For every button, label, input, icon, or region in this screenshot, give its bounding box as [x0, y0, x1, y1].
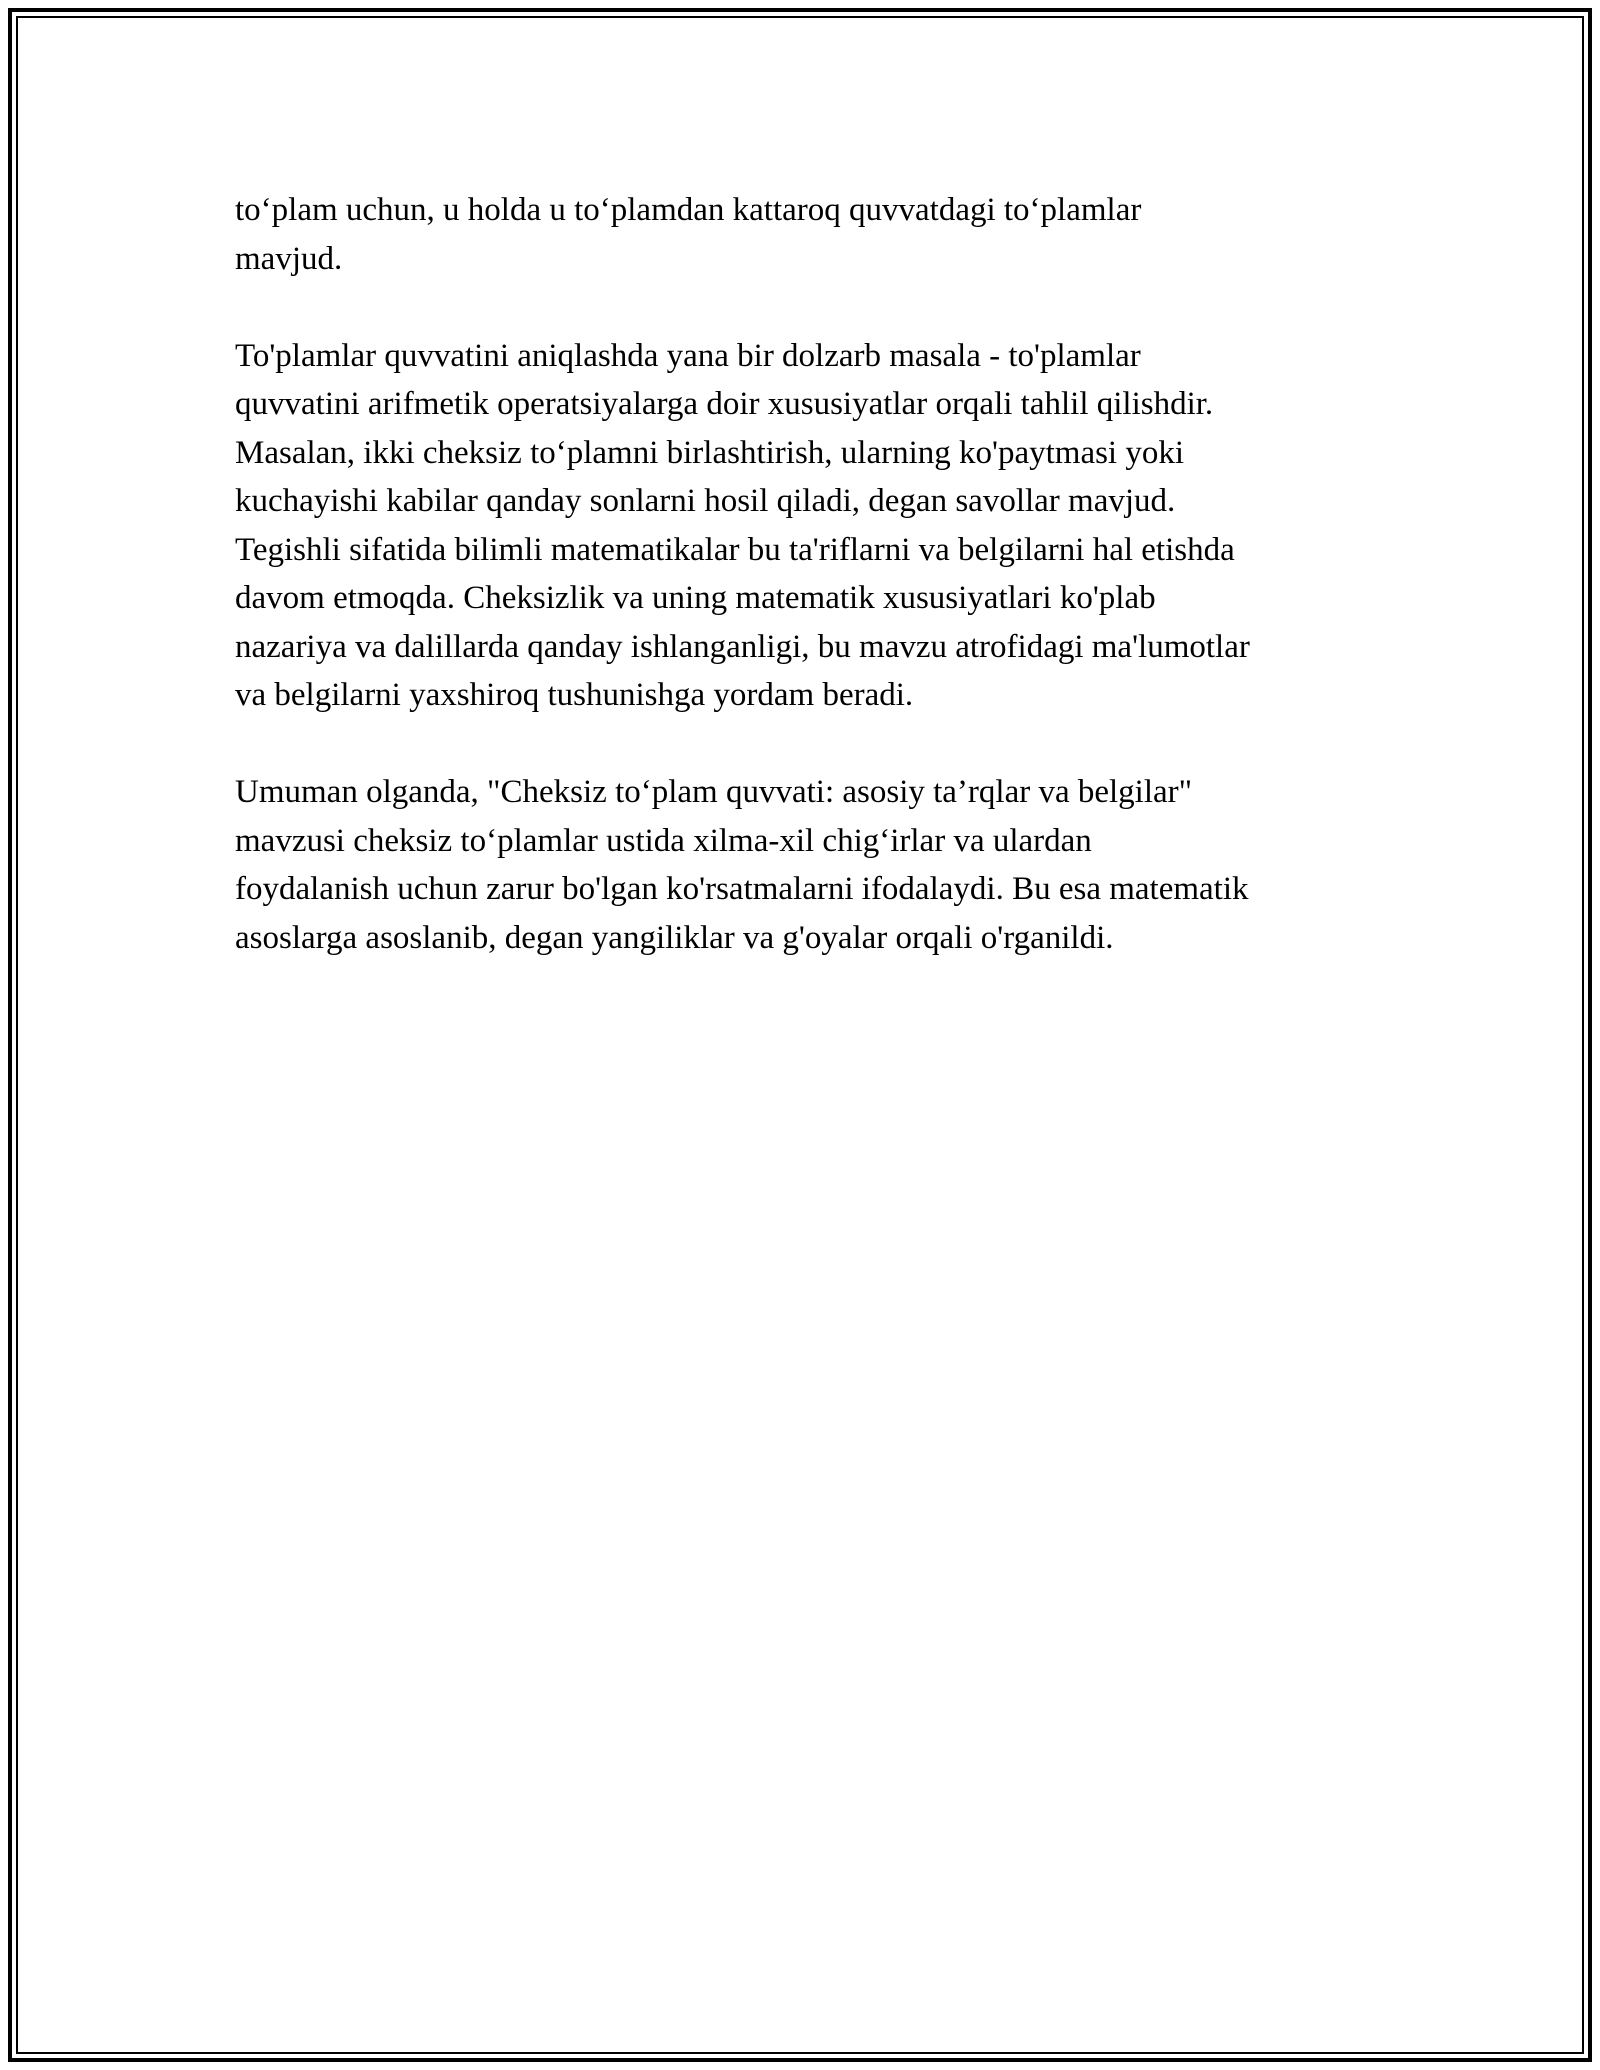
- document-body: [235, 186, 1385, 1011]
- paragraph-1: to‘plam uchun, u holda u to‘plamdan kattaroq quvvatdagi to‘plamlar mavjud.: [235, 192, 1142, 277]
- paragraph-2: To'plamlar quvvatini aniqlashda yana bir dolzarb masala - to'plamlar quvvatini arifmetik operatsiyalarga doir xususiyatlar orqali tahlil qilishdir. Masalan, ikki cheksiz to‘plamni birlashtirish, ularning ko'paytmasi yoki kuchayishi kabilar qanday sonlarni hosil qiladi, degan savollar mavjud. Tegishli sifatida bilimli matematikalar bu ta'riflarni va belgilarni hal etishda davom etmoqda. Cheksizlik va uning matematik xususiyatlari ko'plab nazariya va dalillarda qanday ishlanganligi, bu mavzu atrofidagi ma'lumotlar va belgilarni yaxshiroq tushunishga yordam beradi.: [235, 337, 1250, 713]
- paragraph-3: Umuman olganda, "Cheksiz to‘plam quvvati: asosiy ta’rqlar va belgilar" mavzusi cheksiz to‘plamlar ustida xilma-xil chig‘irlar va ulardan foydalanish uchun zarur bo'lgan ko'rsatmalarni ifodalaydi. Bu esa matematik asoslarga asoslanib, degan yangiliklar va g'oyalar orqali o'rganildi.: [235, 774, 1249, 956]
